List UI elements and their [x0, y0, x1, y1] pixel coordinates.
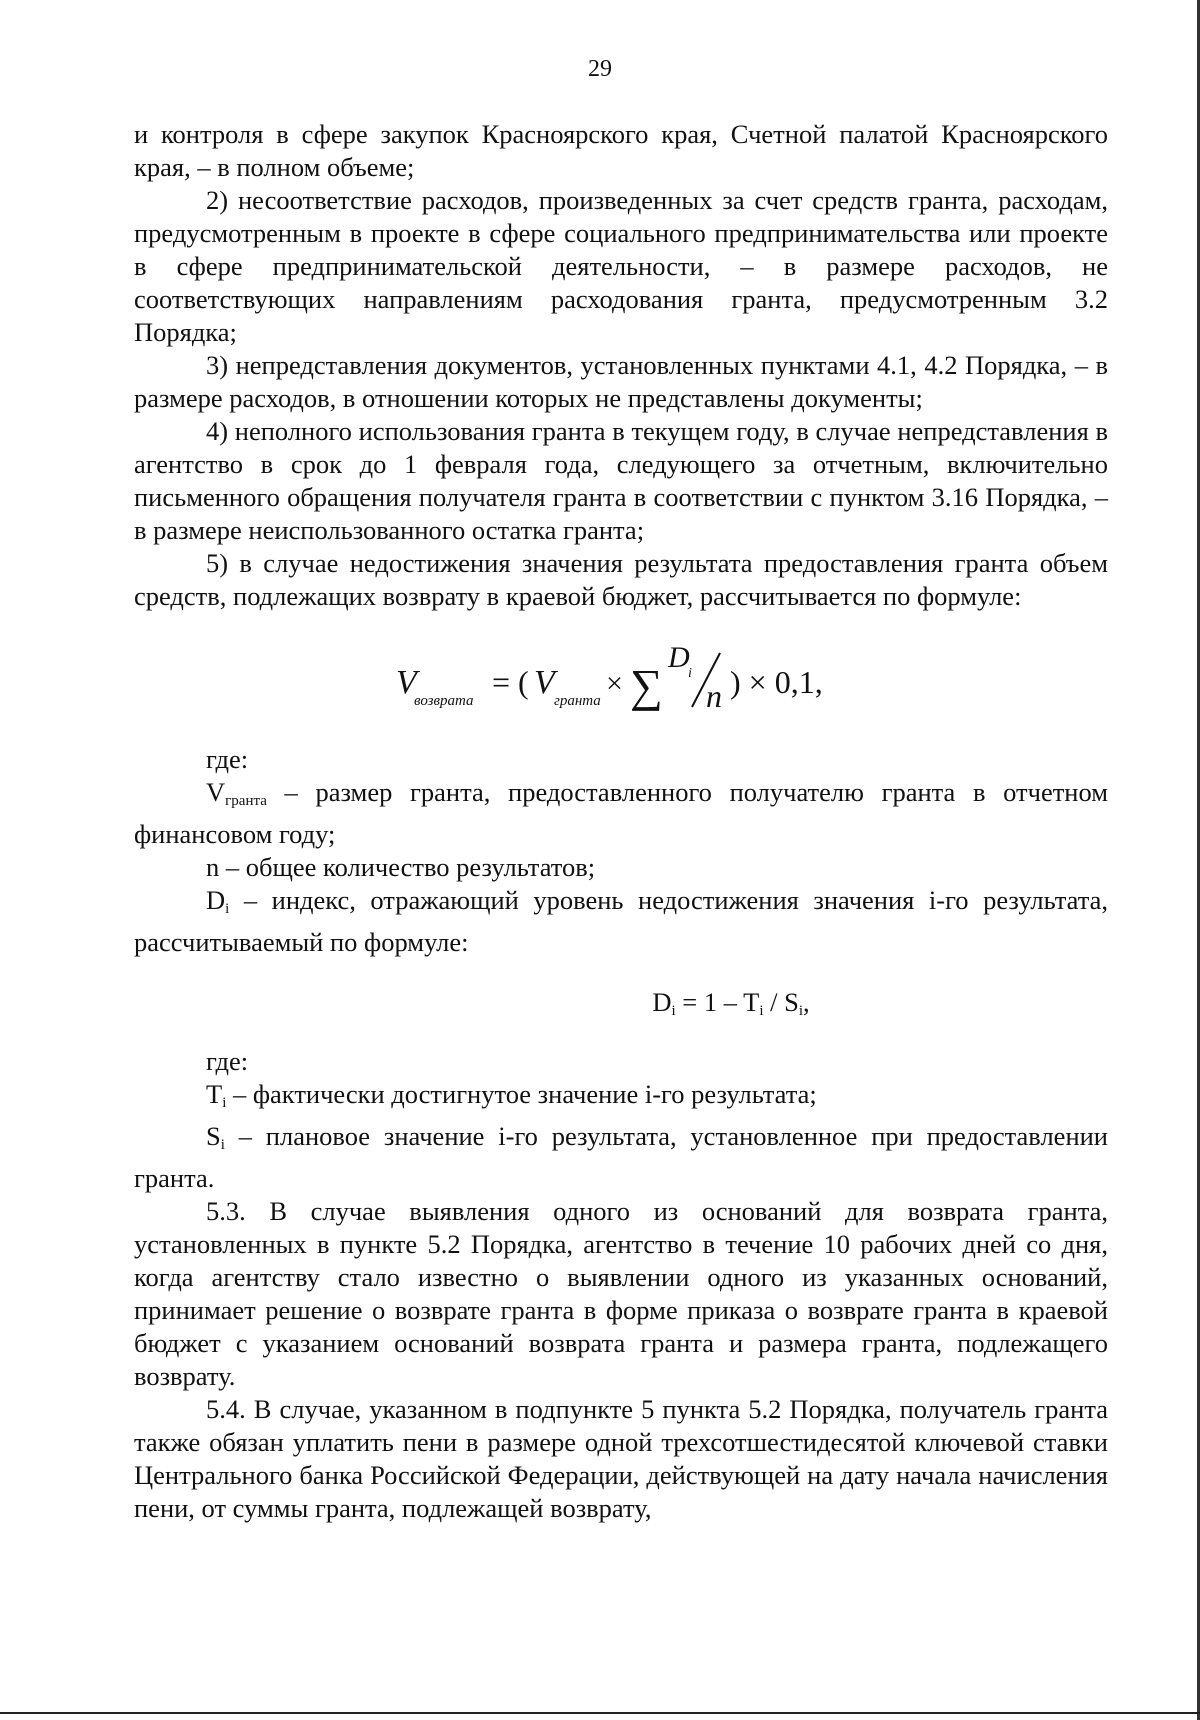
- paragraph-item-3: 3) непредставления документов, установленных пунктами 4.1, 4.2 Порядка, – в размере расходов, в отношении которых не представлены документы;: [134, 350, 1108, 413]
- where-label-2: где:: [206, 1046, 249, 1076]
- where-label: где:: [206, 744, 249, 774]
- formula-times: ×: [606, 667, 623, 700]
- fd-i1: i: [671, 1003, 676, 1019]
- paragraph-5-4: 5.4. В случае, указанном в подпункте 5 пункта 5.2 Порядка, получатель гранта также обязан уплатить пени в размере одной трехсотшестидесятой ключевой ставки Центрального банка Российской Федерации, действующей на дату начала начисления пени, от суммы гранта, подлежащей возврату,: [134, 1394, 1108, 1523]
- formula-d: D: [668, 641, 690, 674]
- formula-sub-granta: гранта: [554, 693, 601, 709]
- formula-n: n: [706, 678, 722, 714]
- formula-v: V: [396, 664, 417, 701]
- fd-slash: / S: [763, 987, 799, 1017]
- di-text: – индекс, отражающий уровень недостижения значения i-го результата, рассчитываемый по формуле:: [134, 885, 1108, 957]
- vgranta-text: – размер гранта, предоставленного получателю гранта в отчетном финансовом году;: [134, 777, 1108, 849]
- paragraph: и контроля в сфере закупок Красноярского края, Счетной палатой Красноярского края, – в полном объеме;: [134, 119, 1108, 182]
- page-number: 29: [588, 56, 612, 82]
- paragraph-item-5: 5) в случае недостижения значения результата предоставления гранта объем средств, подлежащих возврату в краевой бюджет, рассчитывается по формуле:: [134, 548, 1108, 611]
- paragraph-5-3: 5.3. В случае выявления одного из оснований для возврата гранта, установленных в пункте 5.2 Порядка, агентство в течение 10 рабочих дней со дня, когда агентству стало известно о выявлении одного из указанных оснований, принимает решение о возврате гранта в форме приказа о возврате гранта в краевой бюджет с указанием оснований возврата гранта и размера гранта, подлежащего возврату.: [134, 1196, 1108, 1391]
- definition-n: n – общее количество результатов;: [206, 852, 596, 882]
- vgranta-subscript: гранта: [225, 793, 267, 809]
- definition-vgranta: [134, 776, 1108, 851]
- ti-text: – фактически достигнутое значение i-го результата;: [226, 1079, 817, 1109]
- return-volume-formula: [134, 613, 1108, 743]
- paragraph-item-2: 2) несоответствие расходов, произведенных за счет средств гранта, расходам, предусмотренным в проекте в сфере социального предпринимательства или проекте в сфере предпринимательской деятельности, – в размере расходов, не соответствующих направлениям расходования гранта, предусмотренным 3.2 Порядка;: [134, 185, 1108, 347]
- si-subscript: i: [220, 1137, 225, 1153]
- fd-end: ,: [803, 987, 810, 1017]
- si-text: – плановое значение i-го результата, установленное при предоставлении гранта.: [134, 1121, 1108, 1193]
- document-body: [134, 118, 1108, 1525]
- fd-i2: i: [759, 1003, 764, 1019]
- scan-frame-bottom: [0, 1712, 1200, 1720]
- definition-di: [134, 884, 1108, 959]
- index-formula: [134, 959, 1108, 1045]
- ti-symbol: T: [206, 1079, 223, 1109]
- si-symbol: S: [206, 1121, 221, 1151]
- paragraph-item-4: 4) неполного использования гранта в текущем году, в случае непредставления в агентство в срок до 1 февраля года, следующего за отчетным, включительно письменного обращения получателя гранта в соответствии с пунктом 3.16 Порядка, – в размере неиспользованного остатка гранта;: [134, 416, 1108, 545]
- di-subscript: i: [225, 901, 230, 917]
- ti-subscript: i: [222, 1095, 227, 1111]
- formula-d-sub: i: [688, 666, 692, 681]
- di-symbol: D: [206, 885, 226, 915]
- vgranta-symbol: V: [206, 777, 226, 807]
- formula-tail: ) × 0,1,: [730, 664, 823, 700]
- formula-v2: V: [534, 664, 555, 701]
- formula-sigma: ∑: [630, 660, 663, 711]
- fd-i3: i: [798, 1003, 804, 1019]
- formula-sub-vozvrata: возврата: [414, 693, 474, 709]
- fd-mid: = 1 – T: [675, 987, 760, 1017]
- definition-ti: [134, 1078, 1108, 1120]
- fd-d: D: [652, 987, 672, 1017]
- formula-svg: [396, 623, 856, 723]
- formula-equals: = (: [492, 664, 529, 700]
- definition-si: [134, 1120, 1108, 1195]
